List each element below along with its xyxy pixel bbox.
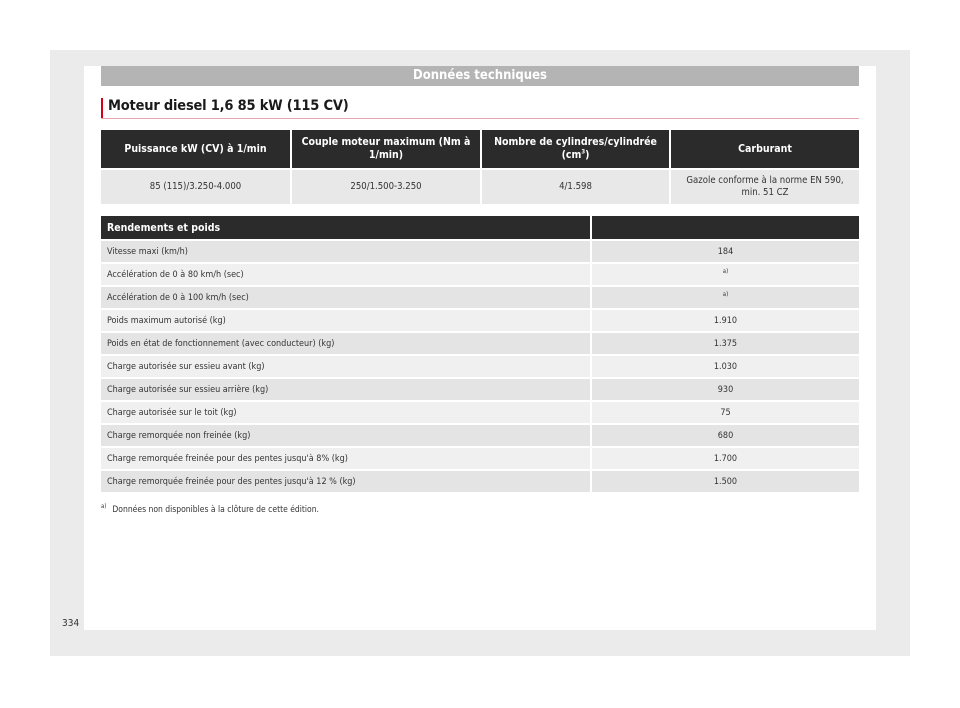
row-label: Vitesse maxi (km/h)	[101, 240, 591, 263]
section-title: Moteur diesel 1,6 85 kW (115 CV)	[108, 98, 349, 114]
row-value: 680	[591, 424, 859, 447]
engine-col-torque: Couple moteur maximum (Nm à 1/min)	[291, 130, 481, 169]
engine-col-cylinders	[481, 130, 670, 169]
table-row	[101, 401, 859, 424]
row-label: Charge autorisée sur essieu avant (kg)	[101, 355, 591, 378]
table-row	[101, 332, 859, 355]
footnote	[101, 503, 319, 515]
engine-col-fuel: Carburant	[670, 130, 859, 169]
section-title-accent	[101, 98, 103, 118]
row-label: Accélération de 0 à 100 km/h (sec)	[101, 286, 591, 309]
chapter-header: Données techniques	[101, 66, 859, 86]
row-label: Charge autorisée sur essieu arrière (kg)	[101, 378, 591, 401]
table-row	[101, 378, 859, 401]
footnote-mark: a)	[101, 503, 107, 510]
engine-cell-power: 85 (115)/3.250-4.000	[101, 169, 291, 204]
table-row	[101, 355, 859, 378]
engine-col-cylinders-sup: 3	[581, 148, 586, 156]
row-label: Poids maximum autorisé (kg)	[101, 309, 591, 332]
row-value	[591, 263, 859, 286]
engine-table-header-row	[101, 130, 859, 169]
row-value: 930	[591, 378, 859, 401]
engine-col-power: Puissance kW (CV) à 1/min	[101, 130, 291, 169]
row-label: Charge autorisée sur le toit (kg)	[101, 401, 591, 424]
row-label: Poids en état de fonctionnement (avec conducteur) (kg)	[101, 332, 591, 355]
footnote-text: Données non disponibles à la clôture de cette édition.	[112, 504, 319, 515]
engine-table-row	[101, 169, 859, 204]
table-row	[101, 424, 859, 447]
footnote-ref: a)	[722, 290, 729, 298]
table-row	[101, 263, 859, 286]
page-number: 334	[62, 618, 80, 629]
engine-col-cylinders-close: )	[585, 149, 590, 161]
row-label: Charge remorquée non freinée (kg)	[101, 424, 591, 447]
performance-table-header-blank	[591, 216, 859, 240]
engine-col-cylinders-label: Nombre de cylindres/cylindrée (cm	[494, 136, 657, 161]
row-value: 1.910	[591, 309, 859, 332]
row-value: 1.700	[591, 447, 859, 470]
footnote-ref: a)	[722, 267, 729, 275]
table-row	[101, 286, 859, 309]
table-row	[101, 240, 859, 263]
row-value: 184	[591, 240, 859, 263]
engine-cell-fuel: Gazole conforme à la norme EN 590, min. 51 CZ	[670, 169, 859, 204]
performance-table-header: Rendements et poids	[101, 216, 591, 240]
section-title-underline	[101, 118, 859, 119]
performance-table	[101, 216, 859, 492]
engine-table	[101, 130, 859, 204]
row-value: 1.500	[591, 470, 859, 492]
row-value	[591, 286, 859, 309]
row-value: 1.030	[591, 355, 859, 378]
row-label: Accélération de 0 à 80 km/h (sec)	[101, 263, 591, 286]
row-label: Charge remorquée freinée pour des pentes jusqu'à 12 % (kg)	[101, 470, 591, 492]
table-row	[101, 447, 859, 470]
engine-cell-cylinders: 4/1.598	[481, 169, 670, 204]
engine-cell-torque: 250/1.500-3.250	[291, 169, 481, 204]
performance-table-header-row	[101, 216, 859, 240]
table-row	[101, 309, 859, 332]
row-label: Charge remorquée freinée pour des pentes jusqu'à 8% (kg)	[101, 447, 591, 470]
table-row	[101, 470, 859, 492]
row-value: 1.375	[591, 332, 859, 355]
row-value: 75	[591, 401, 859, 424]
